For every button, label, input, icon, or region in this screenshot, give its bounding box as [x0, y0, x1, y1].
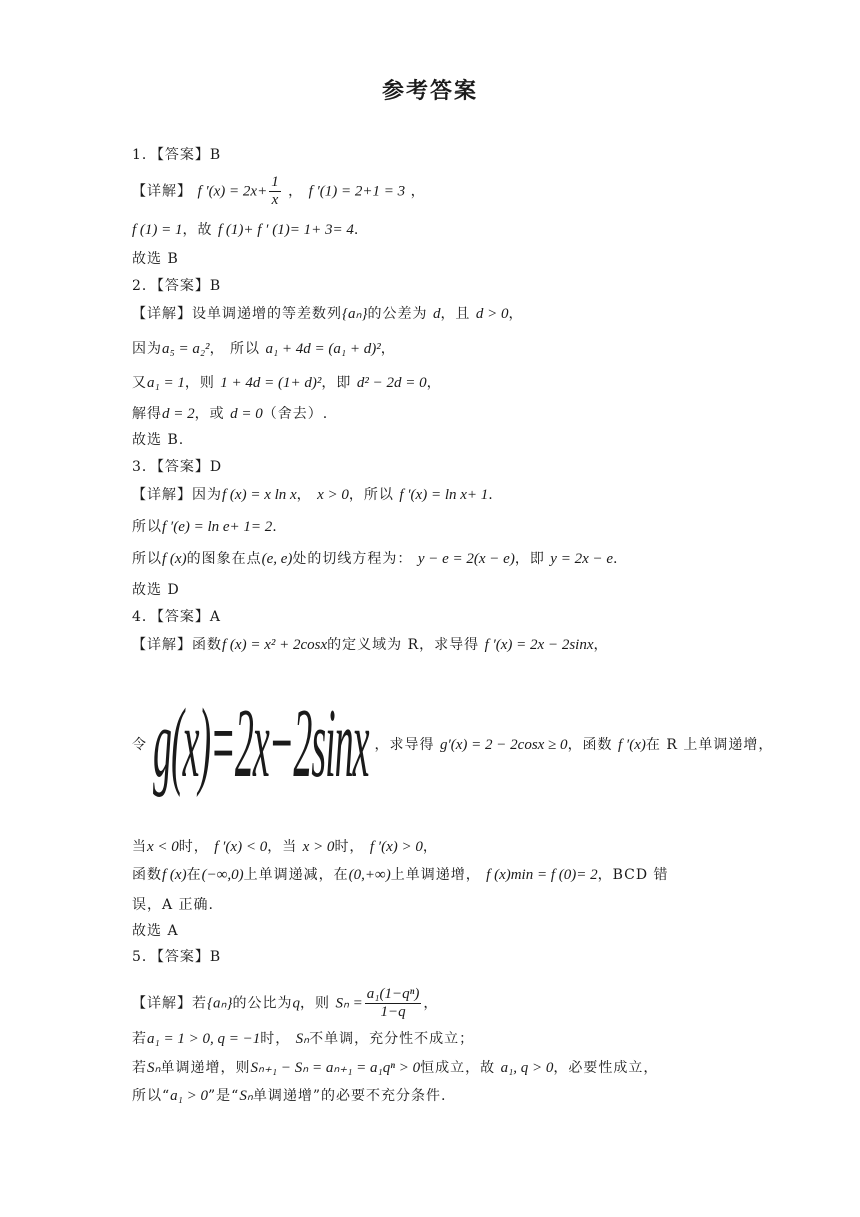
text: 的公比为 — [232, 995, 293, 1012]
text: ，当 — [267, 839, 298, 855]
text: 令 — [132, 737, 147, 753]
text: ， — [380, 341, 396, 357]
formula: x > 0 — [302, 839, 335, 855]
text: 时， — [334, 839, 365, 855]
formula: d² − 2d = 0 — [356, 375, 427, 391]
formula: Sₙ = — [335, 995, 363, 1012]
text: 单调递增，则 — [160, 1060, 251, 1076]
text: 【详解】因为 — [132, 487, 222, 503]
q4-detail-line4 — [132, 866, 669, 884]
text: 处的切线方程为： — [292, 551, 413, 567]
text: ，所以 — [348, 487, 394, 503]
formula: a₅ = a₂² — [162, 341, 210, 357]
text: ，且 — [440, 306, 471, 322]
text: 在 — [186, 867, 202, 883]
formula: y = 2x − e — [550, 551, 614, 567]
formula: {aₙ} — [207, 995, 233, 1012]
text: ，求导得 — [374, 737, 435, 753]
text: 【详解】函数 — [132, 637, 222, 653]
q2-detail-line3 — [132, 374, 442, 392]
q4-detail-line3 — [132, 838, 438, 856]
q3-answer: 3．【答案】D — [132, 459, 223, 475]
text: 在 R 上单调递增， — [645, 737, 774, 753]
text: ，即 — [321, 375, 352, 391]
text: 【详解】若 — [132, 995, 207, 1012]
text: 单调递增”的必要不充分条件. — [252, 1088, 447, 1104]
text: 又 — [132, 375, 147, 391]
formula: a₁ + 4d = (a₁ + d)² — [265, 341, 381, 357]
q4-detail-line2 — [132, 690, 774, 800]
q5-answer: 5．【答案】B — [132, 949, 222, 965]
formula: a₁, q > 0 — [500, 1060, 554, 1076]
formula: f ′(1) = 2+1 = 3 — [308, 183, 406, 200]
text: ，则 — [299, 995, 330, 1012]
formula: q — [292, 995, 300, 1012]
text: 因为 — [132, 341, 162, 357]
formula: 1 + 4d = (1+ d)² — [220, 375, 322, 391]
fraction-denominator: x — [271, 192, 279, 208]
text: ，即 — [514, 551, 545, 567]
text: ，函数 — [567, 737, 613, 753]
formula: f ′(x) = ln x+ 1 — [399, 487, 489, 503]
formula: f ′(x) = 2x − 2sinx — [484, 637, 594, 653]
fraction-numerator: 1 — [271, 174, 279, 190]
text: 若 — [132, 1060, 147, 1076]
text: ， — [422, 839, 438, 855]
stretched-formula: g(x)=2x−2sinx — [153, 690, 369, 800]
formula: a₁ > 0 — [170, 1088, 209, 1104]
formula: a₁ = 1 — [147, 375, 185, 391]
formula: d = 2 — [162, 406, 195, 422]
text: ， 所以 — [209, 341, 261, 357]
q2-detail-line1 — [132, 305, 524, 323]
text: 的公差为 — [367, 306, 428, 322]
q4-detail-line5: 误，A 正确. — [132, 897, 215, 913]
q2-answer: 2．【答案】B — [132, 278, 222, 294]
text: . — [272, 519, 278, 535]
formula: x < 0 — [147, 839, 179, 855]
formula: d = 0 — [230, 406, 263, 422]
formula: y − e = 2(x − e) — [417, 551, 515, 567]
text: ，必要性成立， — [553, 1060, 659, 1076]
text: . — [613, 551, 619, 567]
fraction-denominator: 1−q — [380, 1004, 406, 1020]
formula: f (x) — [162, 867, 187, 883]
formula: d — [432, 306, 441, 322]
q2-detail-line4 — [132, 405, 328, 423]
text: ， — [410, 183, 426, 200]
text: 时， — [178, 839, 209, 855]
formula: f ′(x) = 2x+ — [197, 183, 268, 200]
text: ， — [508, 306, 524, 322]
text: ，或 — [194, 406, 225, 422]
q2-selection: 故选 B. — [132, 432, 185, 448]
text: （舍去）. — [262, 406, 329, 422]
q4-answer: 4．【答案】A — [132, 609, 222, 625]
q3-detail-line2 — [132, 518, 278, 536]
q5-detail-line3 — [132, 1059, 658, 1077]
formula: (e, e) — [261, 551, 293, 567]
formula: f (x) — [162, 551, 187, 567]
text: 解得 — [132, 406, 162, 422]
text: ， — [426, 375, 442, 391]
q5-detail-line2 — [132, 1030, 474, 1048]
text: ，BCD 错 — [597, 867, 669, 883]
q2-detail-line2 — [132, 340, 396, 358]
q3-detail-line3 — [132, 550, 618, 568]
formula: f ′(x) > 0 — [369, 839, 423, 855]
text: . — [488, 487, 494, 503]
text: ，则 — [184, 375, 215, 391]
text: 所以“ — [132, 1088, 171, 1104]
text: ，故 — [182, 222, 213, 238]
formula: f ′(x) < 0 — [214, 839, 268, 855]
text: 不单调，充分性不成立； — [309, 1031, 475, 1047]
q1-detail-line1 — [132, 174, 426, 209]
text: 【详解】设单调递增的等差数列 — [132, 306, 342, 322]
formula: (−∞,0) — [201, 867, 244, 883]
fraction — [269, 174, 281, 209]
page-title: 参考答案 — [381, 79, 478, 104]
q1-detail-line2 — [132, 221, 359, 239]
text: ”是“ — [208, 1088, 240, 1104]
q1-answer: 1．【答案】B — [132, 147, 222, 163]
formula: Sₙ — [239, 1088, 253, 1104]
formula: Sₙ — [295, 1031, 310, 1047]
text: 上单调递增， — [390, 867, 481, 883]
formula: d > 0 — [475, 306, 509, 322]
formula: (0,+∞) — [348, 867, 391, 883]
text: ， — [593, 637, 609, 653]
text: 当 — [132, 839, 147, 855]
text: 上单调递减，在 — [243, 867, 349, 883]
formula: f ′(e) = ln e+ 1= 2 — [162, 519, 273, 535]
formula: Sₙ₊₁ − Sₙ = aₙ₊₁ = a₁qⁿ > 0 — [250, 1060, 421, 1076]
formula: f (1) = 1 — [132, 222, 183, 238]
text: . — [353, 222, 360, 238]
text: 的定义域为 R，求导得 — [327, 637, 480, 653]
formula: f (x) = x ln x — [222, 487, 297, 503]
formula: g′(x) = 2 − 2cosx ≥ 0 — [440, 737, 568, 753]
formula: {aₙ} — [342, 306, 368, 322]
text: ， — [423, 995, 439, 1012]
fraction — [365, 986, 422, 1021]
formula: f (1)+ f ′ (1)= 1+ 3= 4 — [217, 222, 354, 238]
text: 函数 — [132, 867, 162, 883]
formula: f (x) = x² + 2cosx — [222, 637, 328, 653]
fraction-numerator: a₁(1−qⁿ) — [366, 986, 420, 1002]
text: 恒成立，故 — [420, 1060, 496, 1076]
q5-detail-line1 — [132, 986, 438, 1021]
formula: a₁ = 1 > 0, q = −1 — [147, 1031, 261, 1047]
text: ， — [296, 487, 312, 503]
q3-selection: 故选 D — [132, 582, 180, 598]
q5-detail-line4 — [132, 1087, 446, 1105]
q1-selection: 故选 B — [132, 251, 179, 267]
formula: x > 0 — [317, 487, 349, 503]
text: 所以 — [132, 551, 162, 567]
formula: Sₙ — [147, 1060, 161, 1076]
formula: f ′(x) — [618, 737, 646, 753]
q4-detail-line1 — [132, 636, 609, 654]
text: 所以 — [132, 519, 162, 535]
label: 【详解】 — [132, 183, 192, 200]
text: 若 — [132, 1031, 147, 1047]
formula: f (x)min = f (0)= 2 — [486, 867, 598, 883]
q4-selection: 故选 A — [132, 923, 179, 939]
text: 的图象在点 — [186, 551, 262, 567]
q3-detail-line1 — [132, 486, 494, 504]
text: ， — [288, 183, 304, 200]
text: 时， — [260, 1031, 291, 1047]
